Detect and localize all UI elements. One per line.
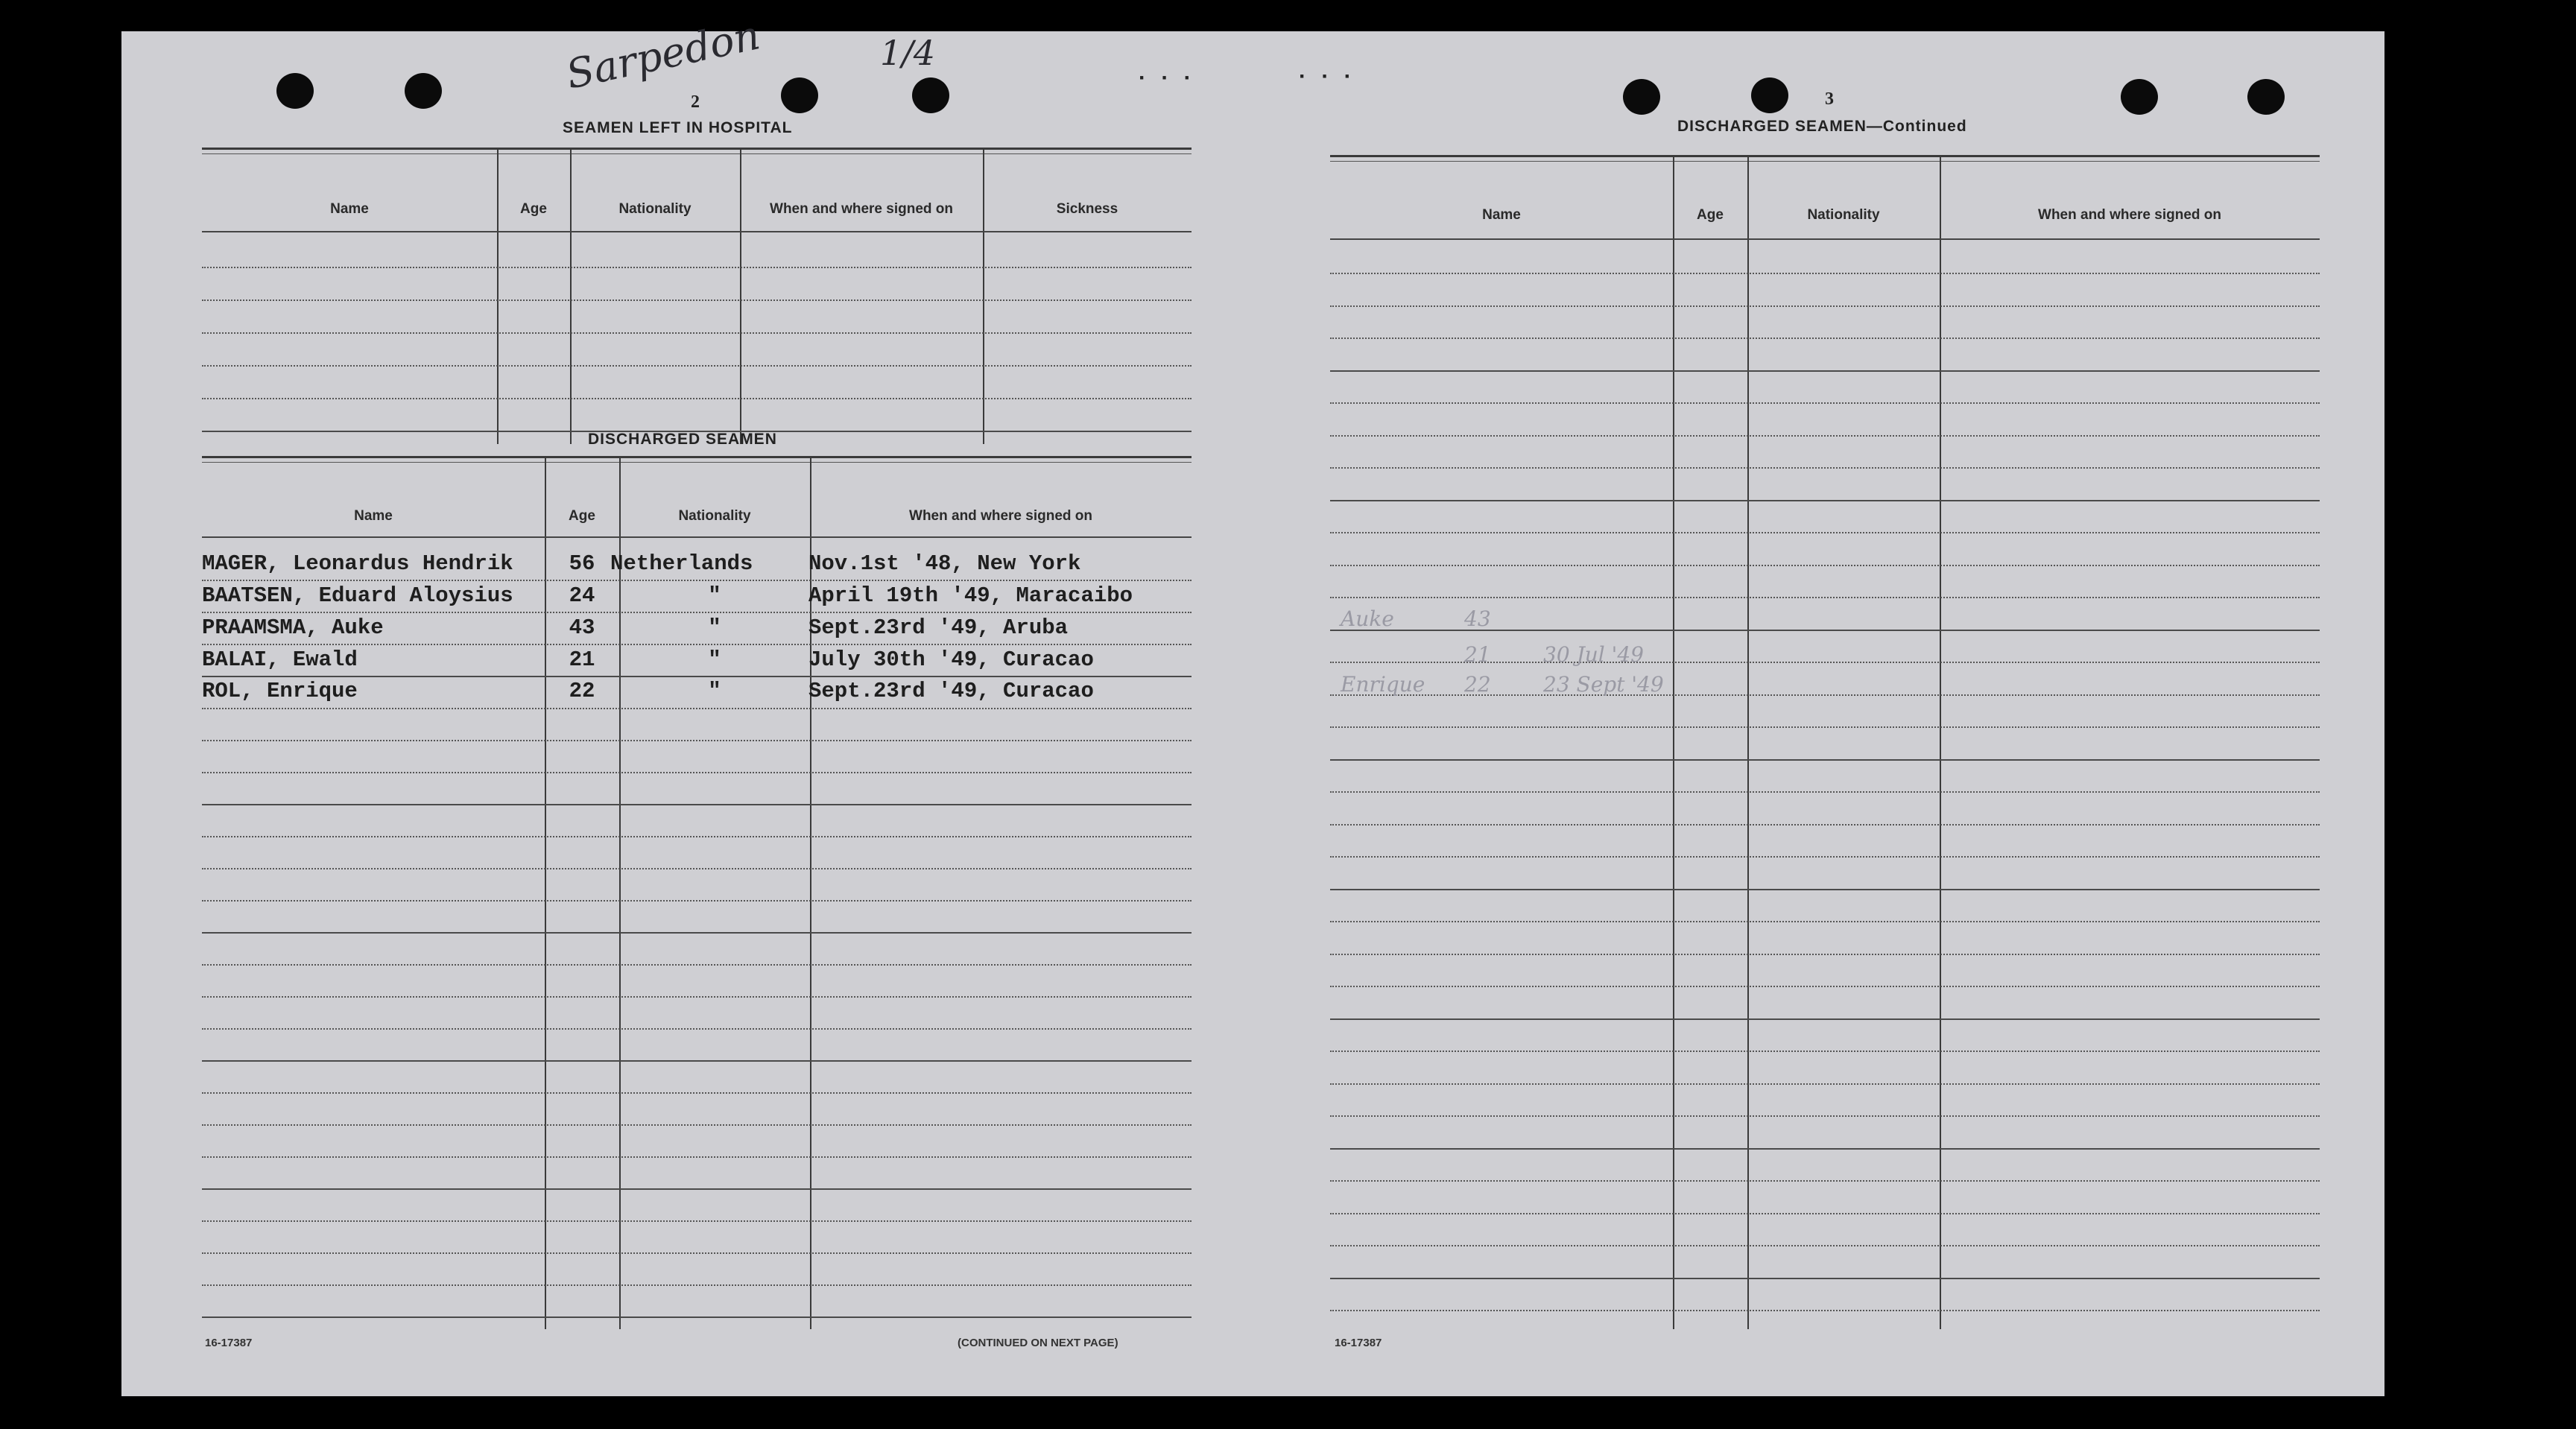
column-divider [497,148,499,444]
document-sheet [121,11,2384,1396]
column-header-signed-on: When and where signed on [770,201,953,217]
entry-rule [1330,467,2320,469]
entry-rule [1330,1180,2320,1182]
seaman-age: 56 [569,551,595,576]
entry-rule [1330,597,2320,598]
page-number: 2 [691,92,700,112]
seaman-age: 22 [569,679,595,703]
entry-rule [202,1316,1192,1318]
table-top-rule [202,456,1192,458]
seaman-signed-on: April 19th '49, Maracaibo [808,583,1133,608]
column-header-signed-on: When and where signed on [909,508,1092,524]
seaman-name: PRAAMSMA, Auke [202,615,384,640]
seaman-signed-on: Sept.23rd '49, Curacao [808,679,1094,703]
entry-rule [1330,921,2320,922]
column-header-name: Name [330,201,369,217]
seaman-age: 24 [569,583,595,608]
header-underline [202,536,1192,538]
table-top-rule [202,462,1192,463]
handwritten-folio: 1/4 [880,33,936,73]
entry-rule [1330,565,2320,566]
seaman-nationality: Netherlands [610,551,753,576]
entry-rule [1330,402,2320,404]
stray-marks: · · · [1299,64,1356,89]
entry-rule [1330,1310,2320,1311]
form-number: 16-17387 [1335,1337,1382,1349]
entry-rule [202,772,1192,773]
seaman-nationality: " [708,647,721,672]
entry-rule [202,932,1192,934]
entry-rule [202,1252,1192,1254]
entry-rule [1330,1018,2320,1020]
seaman-name: ROL, Enrique [202,679,358,703]
entry-rule [202,1092,1192,1094]
column-divider [740,148,741,444]
column-header-name: Name [1482,207,1521,223]
seaman-name: BALAI, Ewald [202,647,358,672]
column-header-nationality: Nationality [678,508,751,524]
stray-marks: · · · [1139,66,1196,90]
entry-rule [1330,1115,2320,1117]
entry-rule [202,267,1192,268]
entry-rule [1330,986,2320,987]
punch-hole [2121,79,2158,115]
table-top-rule [202,148,1192,150]
pencil-note-name: Enrique [1341,672,1425,697]
entry-rule [1330,889,2320,890]
seaman-signed-on: Nov.1st '48, New York [808,551,1081,576]
punch-hole [1623,79,1660,115]
entry-rule [202,964,1192,966]
entry-rule [202,804,1192,805]
pencil-note-date: 30 Jul '49 [1543,642,1644,667]
entry-rule [202,1188,1192,1190]
entry-rule [202,332,1192,334]
table-row [202,583,1192,613]
entry-rule [202,868,1192,869]
column-header-age: Age [569,508,595,524]
entry-rule [1330,824,2320,826]
pencil-note-age: 21 [1464,642,1491,667]
column-header-nationality: Nationality [1807,207,1880,223]
discharged-table [202,456,1192,1329]
hospital-table [202,148,1192,444]
entry-rule [1330,273,2320,274]
form-number: 16-17387 [205,1337,253,1349]
pencil-note-age: 43 [1464,606,1491,631]
entry-rule [1330,305,2320,307]
entry-rule [202,740,1192,741]
pencil-note-date: 23 Sept '49 [1543,672,1664,697]
entry-rule [1330,532,2320,533]
punch-hole [912,77,949,113]
entry-rule [1330,500,2320,501]
punch-hole [405,73,442,109]
pencil-note-age: 22 [1464,672,1491,697]
entry-rule [1330,338,2320,339]
punch-hole [781,77,818,113]
column-divider [1940,155,1941,1329]
entry-rule [1330,435,2320,437]
discharged-section-title: DISCHARGED SEAMEN [588,431,777,448]
column-divider [570,148,572,444]
entry-rule [202,996,1192,998]
discharged-continued-table [1330,155,2320,1329]
entry-rule [1330,954,2320,955]
column-header-nationality: Nationality [618,201,692,217]
table-top-rule [202,153,1192,154]
entry-rule [202,900,1192,902]
table-row [202,551,1192,581]
entry-rule [202,836,1192,837]
pencil-note-name: Auke [1341,606,1394,631]
seaman-nationality: " [708,583,721,608]
entry-rule [202,1060,1192,1062]
page-number: 3 [1825,89,1834,109]
table-row [202,647,1192,677]
entry-rule [1330,791,2320,793]
seaman-name: BAATSEN, Eduard Aloysius [202,583,513,608]
punch-hole [276,73,314,109]
entry-rule [1330,1245,2320,1246]
seaman-age: 43 [569,615,595,640]
entry-rule [1330,1083,2320,1085]
seaman-nationality: " [708,615,721,640]
column-header-name: Name [354,508,393,524]
seaman-signed-on: July 30th '49, Curacao [808,647,1094,672]
column-header-age: Age [1697,207,1724,223]
header-underline [1330,238,2320,240]
entry-rule [202,1156,1192,1158]
discharged-continued-title: DISCHARGED SEAMEN—Continued [1677,118,1967,135]
entry-rule [202,1028,1192,1030]
table-row [202,679,1192,709]
seaman-age: 21 [569,647,595,672]
column-divider [1673,155,1674,1329]
continued-note: (CONTINUED ON NEXT PAGE) [958,1337,1118,1349]
column-header-signed-on: When and where signed on [2038,207,2221,223]
hospital-section-title: SEAMEN LEFT IN HOSPITAL [563,119,793,136]
seaman-signed-on: Sept.23rd '49, Aruba [808,615,1069,640]
table-row [202,615,1192,645]
column-header-sickness: Sickness [1056,201,1118,217]
entry-rule [1330,1148,2320,1150]
handwritten-vessel-name: Sarpedon [562,11,765,98]
seaman-name: MAGER, Leonardus Hendrik [202,551,513,576]
entry-rule [202,1124,1192,1126]
punch-hole [1751,77,1788,113]
punch-hole [2247,79,2285,115]
column-header-age: Age [520,201,547,217]
entry-rule [1330,856,2320,858]
entry-rule [202,398,1192,399]
table-top-rule [1330,155,2320,157]
seaman-nationality: " [708,679,721,703]
column-divider [1747,155,1749,1329]
entry-rule [1330,1051,2320,1052]
entry-rule [202,1220,1192,1222]
entry-rule [1330,370,2320,372]
entry-rule [1330,1278,2320,1279]
header-underline [202,231,1192,232]
entry-rule [202,300,1192,301]
table-top-rule [1330,161,2320,162]
entry-rule [1330,726,2320,728]
entry-rule [202,1284,1192,1286]
entry-rule [1330,1213,2320,1214]
entry-rule [1330,759,2320,761]
column-divider [983,148,984,444]
entry-rule [202,365,1192,367]
